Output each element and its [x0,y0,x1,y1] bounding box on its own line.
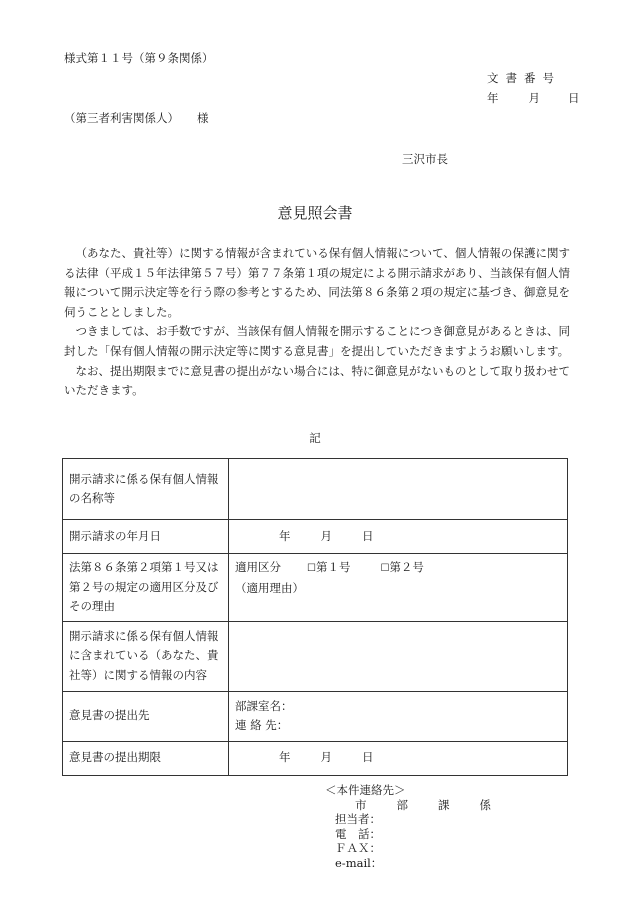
contact-fax: ＦＡＸ： [335,841,381,855]
submit-dept-label: 部課室名： [235,698,293,713]
recipient-name: （第三者利害関係人） [64,111,179,125]
contact-header: ＜本件連絡先＞ [325,783,406,797]
row-label-info-content: 開示請求に係る保有個人情報に含まれている（あなた、貴社等）に関する情報の内容 [63,621,229,691]
request-year: 年 [279,528,291,543]
body-text [64,244,570,401]
checkbox-option1-icon[interactable]: ☐ [307,563,316,574]
sender: 三沢市長 [402,152,448,166]
category-reason: （適用理由） [235,580,304,595]
row-label-deadline: 意見書の提出期限 [63,741,229,775]
submit-contact-label: 連 絡 先： [235,718,289,732]
contact-block [325,783,491,870]
issue-month: 月 [528,91,540,105]
row-value-info-content [229,621,568,691]
row-value-deadline [229,741,568,775]
request-month: 月 [320,528,332,543]
table-row [63,741,568,775]
contact-dept-units [325,798,491,813]
info-table [62,458,568,776]
recipient-honorific: 様 [197,111,209,125]
unit-subsection: 係 [479,797,491,812]
checkbox-option2-icon[interactable]: ☐ [380,563,390,574]
recipient [64,110,209,126]
table-row [63,621,568,691]
document-number-label: 文書番号 [487,71,561,85]
issue-date-line [487,90,580,106]
row-value-info-name [229,459,568,520]
table-row [63,459,568,520]
deadline-month: 月 [320,750,332,765]
row-label-request-date: 開示請求の年月日 [63,520,229,554]
row-label-category: 法第８６条第２項第１号又は第２号の規定の適用区分及びその理由 [63,554,229,622]
row-value-submit-to [229,691,568,741]
category-option1: 第１号 [315,560,351,574]
ki-label: 記 [309,431,321,445]
category-label: 適用区分 [235,560,281,574]
row-value-category [229,554,568,622]
issue-day: 日 [568,91,580,105]
category-option2: 第２号 [389,560,424,574]
deadline-day: 日 [362,750,374,765]
row-label-submit-to: 意見書の提出先 [63,691,229,741]
issue-year: 年 [487,91,499,105]
contact-email: e-mail： [335,855,383,870]
row-value-request-date [229,520,568,554]
request-day: 日 [362,528,374,543]
table-row [63,520,568,554]
row-label-info-name: 開示請求に係る保有個人情報の名称等 [63,459,229,520]
contact-person: 担当者： [335,812,381,826]
paragraph-3: なお、提出期限までに意見書の提出がない場合には、特に御意見がないものとして取り扱わせていただきます。 [64,363,570,398]
paragraph-2: つきましては、お手数ですが、当該保有個人情報を開示することにつき御意見があるときは、同封した「保有個人情報の開示決定等に関する意見書」を提出していただきますようお願いします。 [64,324,570,358]
unit-department: 部 [396,797,408,812]
deadline-year: 年 [279,750,291,765]
form-number: 様式第１１号（第９条関係） [64,51,214,65]
paragraph-1: （あなた、貴社等）に関する情報が含まれている保有個人情報について、個人情報の保護に関する法律（平成１５年法律第５７号）第７７条第１項の規定による開示請求があり、当該保有個人情報について開示決定等を行う際の参考とするため、同法第８６条第２項の規定に基づき、御意見を伺うこととしました。 [64,246,570,319]
unit-section: 課 [438,797,450,812]
table-row [63,554,568,622]
document-title: 意見照会書 [277,204,353,222]
unit-city: 市 [355,797,367,812]
table-row [63,691,568,741]
contact-phone: 電 話： [335,826,381,841]
